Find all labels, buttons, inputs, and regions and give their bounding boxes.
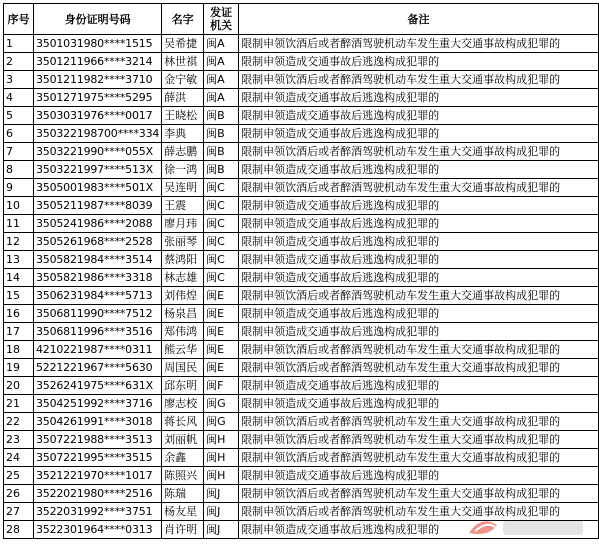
name-cell: 李典 <box>162 125 204 143</box>
issuing-authority-cell: 闽E <box>204 305 239 323</box>
id-number-cell: 3505001983****501X <box>33 179 161 197</box>
issuing-authority-cell: 闽A <box>204 35 239 53</box>
table-row <box>4 359 599 377</box>
id-number-cell: 3526241975****631X <box>33 377 161 395</box>
row-number: 23 <box>4 431 34 449</box>
name-cell: 杨泉昌 <box>162 305 204 323</box>
id-number-cell: 3505821984****3514 <box>33 251 161 269</box>
table-row <box>4 107 599 125</box>
name-cell: 林志雄 <box>162 269 204 287</box>
row-number: 4 <box>4 89 34 107</box>
id-number-cell: 4210221987****0311 <box>33 341 161 359</box>
row-number: 2 <box>4 53 34 71</box>
id-number-cell: 3504251992****3716 <box>33 395 161 413</box>
id-number-cell: 3522021980****2516 <box>33 485 161 503</box>
name-cell: 肖许明 <box>162 521 204 539</box>
note-cell: 限制申领饮酒后或者醉酒驾驶机动车发生重大交通事故构成犯罪的 <box>239 179 599 197</box>
issuing-authority-cell: 闽E <box>204 359 239 377</box>
issuing-authority-cell: 闽C <box>204 215 239 233</box>
issuing-authority-cell: 闽B <box>204 125 239 143</box>
issuing-authority-cell: 闽J <box>204 485 239 503</box>
table-row <box>4 449 599 467</box>
data-table <box>3 3 599 539</box>
table-row <box>4 179 599 197</box>
table-row <box>4 395 599 413</box>
id-number-cell: 3506811996****3516 <box>33 323 161 341</box>
note-cell: 限制申领造成交通事故后逃逸构成犯罪的 <box>239 107 599 125</box>
name-cell: 刘丽帆 <box>162 431 204 449</box>
name-cell: 刘伟煌 <box>162 287 204 305</box>
row-number: 8 <box>4 161 34 179</box>
note-cell: 限制申领饮酒后或者醉酒驾驶机动车发生重大交通事故构成犯罪的 <box>239 503 599 521</box>
row-number: 27 <box>4 503 34 521</box>
note-cell: 限制申领饮酒后或者醉酒驾驶机动车发生重大交通事故构成犯罪的 <box>239 35 599 53</box>
table-row <box>4 53 599 71</box>
table-row <box>4 467 599 485</box>
issuing-authority-cell: 闽A <box>204 53 239 71</box>
table-body <box>4 35 599 539</box>
table-row <box>4 143 599 161</box>
row-number: 3 <box>4 71 34 89</box>
table-row <box>4 341 599 359</box>
note-cell: 限制申领饮酒后或者醉酒驾驶机动车发生重大交通事故构成犯罪的 <box>239 449 599 467</box>
id-number-cell: 3506811990****7512 <box>33 305 161 323</box>
issuing-authority-cell: 闽J <box>204 503 239 521</box>
table-row <box>4 89 599 107</box>
table-row <box>4 197 599 215</box>
row-number: 1 <box>4 35 34 53</box>
note-cell: 限制申领饮酒后或者醉酒驾驶机动车发生重大交通事故构成犯罪的 <box>239 359 599 377</box>
table-row <box>4 287 599 305</box>
row-number: 26 <box>4 485 34 503</box>
name-cell: 吴希捷 <box>162 35 204 53</box>
name-cell: 杨友星 <box>162 503 204 521</box>
id-number-cell: 3505261968****2528 <box>33 233 161 251</box>
issuing-authority-cell: 闽C <box>204 197 239 215</box>
table-row <box>4 251 599 269</box>
name-cell: 薛志鹏 <box>162 143 204 161</box>
id-number-cell: 3504261991****3018 <box>33 413 161 431</box>
name-cell: 廖月玮 <box>162 215 204 233</box>
table-row <box>4 269 599 287</box>
id-number-cell: 3505211987****8039 <box>33 197 161 215</box>
name-cell: 林世祺 <box>162 53 204 71</box>
issuing-authority-cell: 闽B <box>204 161 239 179</box>
name-cell: 周国民 <box>162 359 204 377</box>
note-cell: 限制申领造成交通事故后逃逸构成犯罪的 <box>239 251 599 269</box>
issuing-authority-cell: 闽G <box>204 395 239 413</box>
name-cell: 熊云华 <box>162 341 204 359</box>
issuing-authority-cell: 闽H <box>204 431 239 449</box>
note-cell: 限制申领造成交通事故后逃逸构成犯罪的 <box>239 197 599 215</box>
table-row <box>4 485 599 503</box>
issuing-authority-cell: 闽C <box>204 251 239 269</box>
note-cell: 限制申领造成交通事故后逃逸构成犯罪的 <box>239 377 599 395</box>
table-row <box>4 431 599 449</box>
header-no: 序号 <box>4 4 34 35</box>
name-cell: 陈瑞 <box>162 485 204 503</box>
note-cell: 限制申领饮酒后或者醉酒驾驶机动车发生重大交通事故构成犯罪的 <box>239 287 599 305</box>
name-cell: 吴连明 <box>162 179 204 197</box>
issuing-authority-cell: 闽G <box>204 413 239 431</box>
id-number-cell: 3507221995****3515 <box>33 449 161 467</box>
table-row <box>4 377 599 395</box>
name-cell: 金宁敏 <box>162 71 204 89</box>
issuing-authority-cell: 闽A <box>204 71 239 89</box>
row-number: 16 <box>4 305 34 323</box>
id-number-cell: 5221221967****5630 <box>33 359 161 377</box>
row-number: 19 <box>4 359 34 377</box>
name-cell: 邱东明 <box>162 377 204 395</box>
id-number-cell: 3501031980****1515 <box>33 35 161 53</box>
row-number: 11 <box>4 215 34 233</box>
issuing-authority-cell: 闽J <box>204 521 239 539</box>
name-cell: 蔡鸿阳 <box>162 251 204 269</box>
issuing-authority-cell: 闽C <box>204 233 239 251</box>
name-cell: 张丽琴 <box>162 233 204 251</box>
row-number: 9 <box>4 179 34 197</box>
id-number-cell: 3522031992****3751 <box>33 503 161 521</box>
row-number: 14 <box>4 269 34 287</box>
id-number-cell: 3522301964****0313 <box>33 521 161 539</box>
name-cell: 陈照兴 <box>162 467 204 485</box>
row-number: 21 <box>4 395 34 413</box>
row-number: 18 <box>4 341 34 359</box>
row-number: 7 <box>4 143 34 161</box>
name-cell: 王震 <box>162 197 204 215</box>
note-cell: 限制申领造成交通事故后逃逸构成犯罪的 <box>239 233 599 251</box>
row-number: 12 <box>4 233 34 251</box>
header-note: 备注 <box>239 4 599 35</box>
table-row <box>4 71 599 89</box>
name-cell: 徐一鸿 <box>162 161 204 179</box>
row-number: 20 <box>4 377 34 395</box>
table-row <box>4 125 599 143</box>
name-cell: 蒋长风 <box>162 413 204 431</box>
header-org: 发证 机关 <box>204 4 239 35</box>
name-cell: 廖志校 <box>162 395 204 413</box>
row-number: 22 <box>4 413 34 431</box>
header-row <box>4 4 599 35</box>
issuing-authority-cell: 闽E <box>204 341 239 359</box>
note-cell: 限制申领造成交通事故后逃逸构成犯罪的 <box>239 395 599 413</box>
issuing-authority-cell: 闽H <box>204 449 239 467</box>
issuing-authority-cell: 闽H <box>204 467 239 485</box>
table-row <box>4 305 599 323</box>
note-cell: 限制申领饮酒后或者醉酒驾驶机动车发生重大交通事故构成犯罪的 <box>239 485 599 503</box>
id-number-cell: 3507221988****3513 <box>33 431 161 449</box>
id-number-cell: 3501271975****5295 <box>33 89 161 107</box>
note-cell: 限制申领造成交通事故后逃逸构成犯罪的 <box>239 323 599 341</box>
id-number-cell: 3521221970****1017 <box>33 467 161 485</box>
note-cell: 限制申领造成交通事故后逃逸构成犯罪的 <box>239 161 599 179</box>
table-row <box>4 35 599 53</box>
note-cell: 限制申领造成交通事故后逃逸构成犯罪的 <box>239 521 599 539</box>
header-id: 身份证明号码 <box>33 4 161 35</box>
id-number-cell: 3501211982****3710 <box>33 71 161 89</box>
issuing-authority-cell: 闽C <box>204 269 239 287</box>
table-row <box>4 215 599 233</box>
row-number: 25 <box>4 467 34 485</box>
note-cell: 限制申领造成交通事故后逃逸构成犯罪的 <box>239 305 599 323</box>
issuing-authority-cell: 闽B <box>204 143 239 161</box>
id-number-cell: 3505241986****2088 <box>33 215 161 233</box>
row-number: 10 <box>4 197 34 215</box>
note-cell: 限制申领饮酒后或者醉酒驾驶机动车发生重大交通事故构成犯罪的 <box>239 341 599 359</box>
table-row <box>4 233 599 251</box>
name-cell: 王晓松 <box>162 107 204 125</box>
issuing-authority-cell: 闽C <box>204 179 239 197</box>
row-number: 17 <box>4 323 34 341</box>
id-number-cell: 3501211966****3214 <box>33 53 161 71</box>
note-cell: 限制申领造成交通事故后逃逸构成犯罪的 <box>239 269 599 287</box>
row-number: 24 <box>4 449 34 467</box>
note-cell: 限制申领造成交通事故后逃逸构成犯罪的 <box>239 467 599 485</box>
table-row <box>4 521 599 539</box>
issuing-authority-cell: 闽B <box>204 107 239 125</box>
table-row <box>4 503 599 521</box>
id-number-cell: 3506231984****5713 <box>33 287 161 305</box>
note-cell: 限制申领饮酒后或者醉酒驾驶机动车发生重大交通事故构成犯罪的 <box>239 413 599 431</box>
issuing-authority-cell: 闽A <box>204 89 239 107</box>
name-cell: 薛洪 <box>162 89 204 107</box>
row-number: 15 <box>4 287 34 305</box>
row-number: 13 <box>4 251 34 269</box>
note-cell: 限制申领造成交通事故后逃逸构成犯罪的 <box>239 125 599 143</box>
id-number-cell: 3503221990****055X <box>33 143 161 161</box>
note-cell: 限制申领造成交通事故后逃逸构成犯罪的 <box>239 89 599 107</box>
id-number-cell: 3503031976****0017 <box>33 107 161 125</box>
row-number: 28 <box>4 521 34 539</box>
row-number: 6 <box>4 125 34 143</box>
name-cell: 郑伟鸿 <box>162 323 204 341</box>
issuing-authority-cell: 闽E <box>204 287 239 305</box>
row-number: 5 <box>4 107 34 125</box>
table-row <box>4 323 599 341</box>
note-cell: 限制申领饮酒后或者醉酒驾驶机动车发生重大交通事故构成犯罪的 <box>239 431 599 449</box>
note-cell: 限制申领饮酒后或者醉酒驾驶机动车发生重大交通事故构成犯罪的 <box>239 143 599 161</box>
note-cell: 限制申领饮酒后或者醉酒驾驶机动车发生重大交通事故构成犯罪的 <box>239 71 599 89</box>
header-name: 名字 <box>162 4 204 35</box>
note-cell: 限制申领造成交通事故后逃逸构成犯罪的 <box>239 53 599 71</box>
id-number-cell: 350322198700****334 <box>33 125 161 143</box>
issuing-authority-cell: 闽E <box>204 323 239 341</box>
issuing-authority-cell: 闽F <box>204 377 239 395</box>
note-cell: 限制申领造成交通事故后逃逸构成犯罪的 <box>239 215 599 233</box>
id-number-cell: 3505821986****3318 <box>33 269 161 287</box>
name-cell: 余鑫 <box>162 449 204 467</box>
table-row <box>4 413 599 431</box>
id-number-cell: 3503221997****513X <box>33 161 161 179</box>
table-row <box>4 161 599 179</box>
